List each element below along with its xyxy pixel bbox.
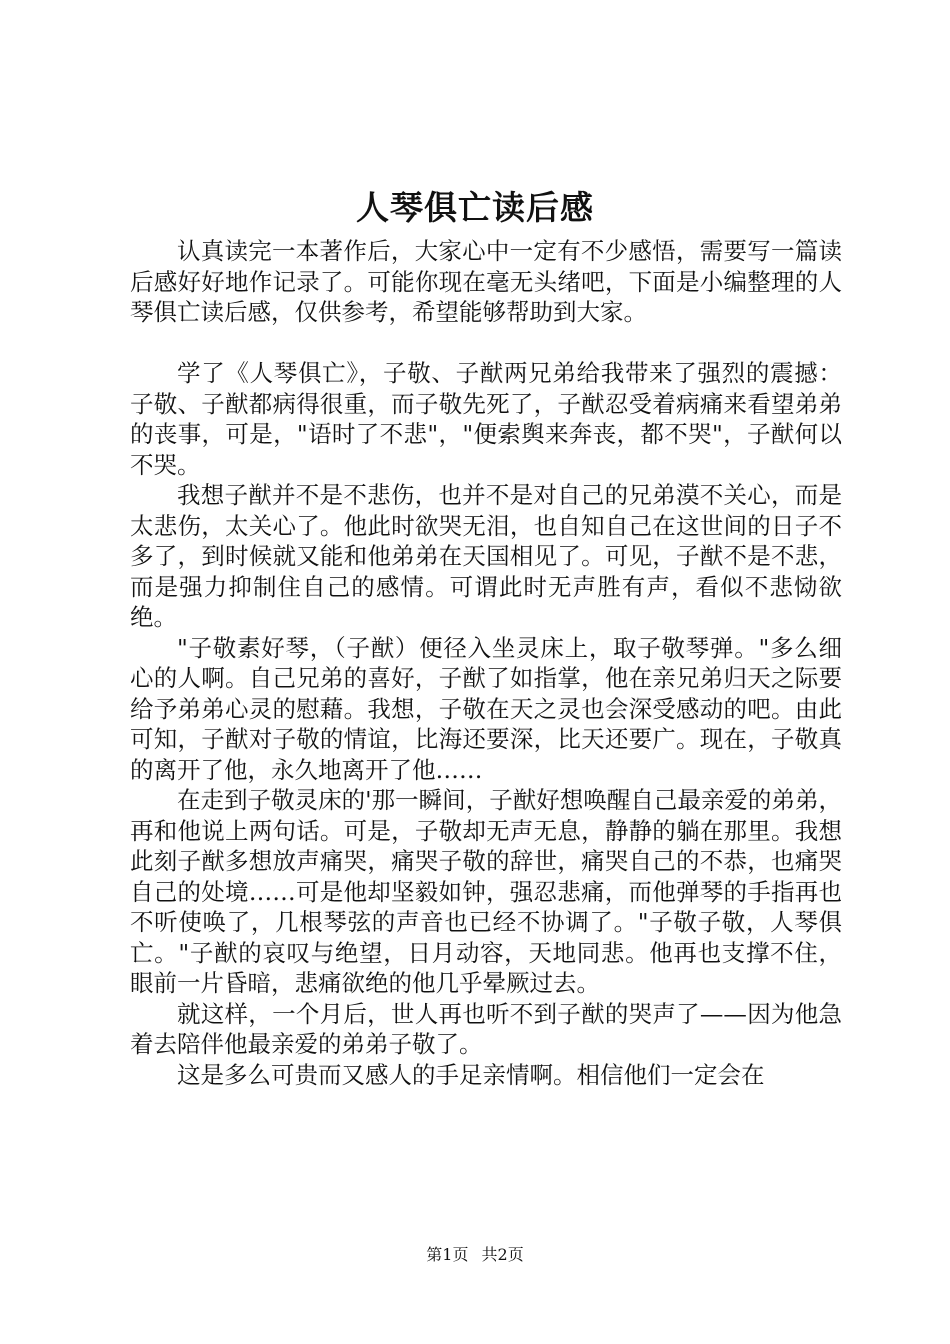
- paragraph-intro: 认真读完一本著作后，大家心中一定有不少感悟，需要写一篇读后感好好地作记录了。可能你现在毫无头绪吧，下面是小编整理的人琴俱亡读后感，仅供参考，希望能够帮助到大家。: [130, 237, 842, 326]
- document-title: 人琴俱亡读后感: [356, 188, 594, 227]
- paragraph: 就这样，一个月后，世人再也听不到子猷的哭声了——因为他急着去陪伴他最亲爱的弟弟子敬了。: [130, 999, 842, 1058]
- paragraph: 在走到子敬灵床的'那一瞬间，子猷好想唤醒自己最亲爱的弟弟，再和他说上两句话。可是，子敬却无声无息，静静的躺在那里。我想此刻子猷多想放声痛哭，痛哭子敬的辞世，痛哭自己的不恭，也痛哭自己的处境……可是他却坚毅如钟，强忍悲痛，而他弹琴的手指再也不听使唤了，几根琴弦的声音也已经不协调了。"子敬子敬，人琴俱亡。"子猷的哀叹与绝望，日月动容，天地同悲。他再也支撑不住，眼前一片昏暗，悲痛欲绝的他几乎晕厥过去。: [130, 786, 842, 997]
- page-number-total: 共2页: [481, 1245, 524, 1264]
- paragraph: 我想子猷并不是不悲伤，也并不是对自己的兄弟漠不关心，而是太悲伤，太关心了。他此时欲哭无泪，也自知自己在这世间的日子不多了，到时候就又能和他弟弟在天国相见了。可见，子猷不是不悲，而是强力抑制住自己的感情。可谓此时无声胜有声，看似不悲恸欲绝。: [130, 481, 842, 631]
- document-body: [130, 236, 842, 1090]
- page-number-current: 第1页: [426, 1245, 469, 1264]
- page-footer: [0, 1244, 950, 1266]
- paragraph: 这是多么可贵而又感人的手足亲情啊。相信他们一定会在: [177, 1060, 765, 1089]
- paragraph: 学了《人琴俱亡》，子敬、子猷两兄弟给我带来了强烈的震撼：子敬、子猷都病得很重，而子敬先死了，子猷忍受着病痛来看望弟弟的丧事，可是，"语时了不悲"，"便索舆来奔丧，都不哭"，子猷何以不哭。: [130, 359, 842, 479]
- paragraph: "子敬素好琴，（子猷）便径入坐灵床上，取子敬琴弹。"多么细心的人啊。自己兄弟的喜好，子猷了如指掌，他在亲兄弟归天之际要给予弟弟心灵的慰藉。我想，子敬在天之灵也会深受感动的吧。由此可知，子猷对子敬的情谊，比海还要深，比天还要广。现在，子敬真的离开了他，永久地离开了他……: [130, 633, 842, 784]
